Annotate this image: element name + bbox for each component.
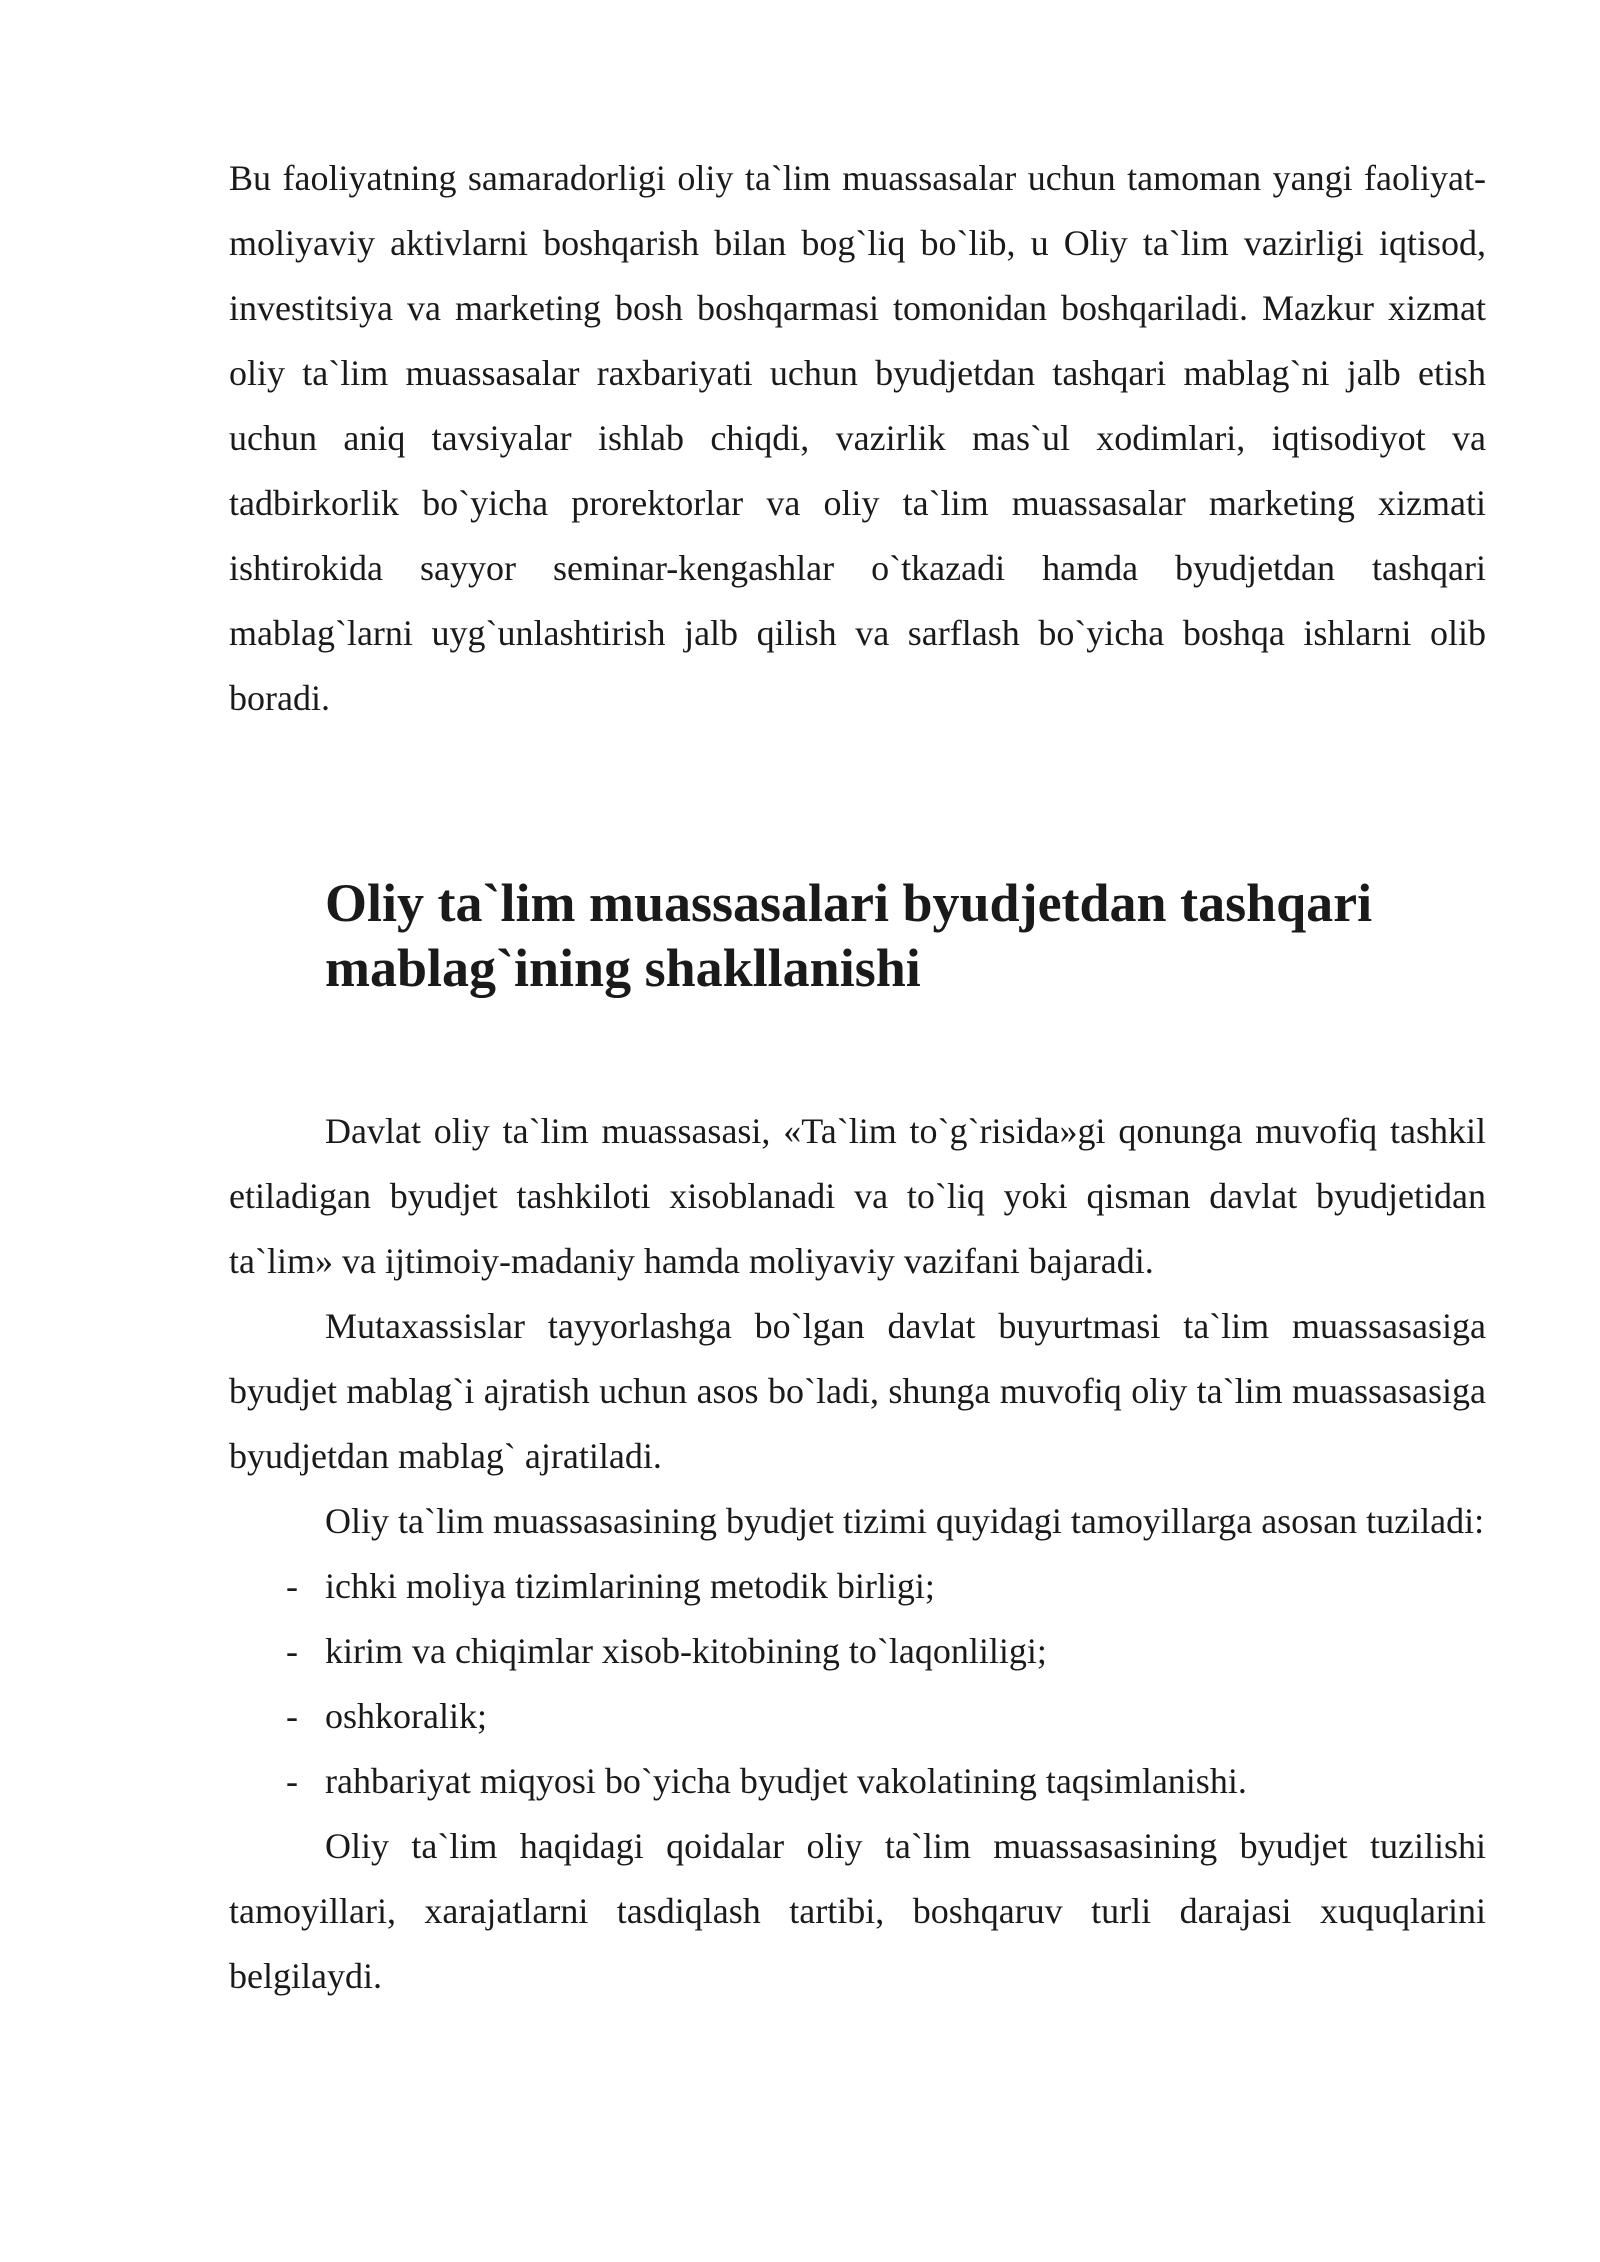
body-paragraph-2: Mutaxassislar tayyorlashga bo`lgan davlat buyurtmasi ta`lim muassasasiga byudjet mablag`i ajratish uchun asos bo`ladi, shunga muvofiq oliy ta`lim muassasasiga byudjetdan mablag` ajratiladi. (229, 1306, 1486, 1476)
document-body (229, 146, 1486, 2009)
spacer (229, 1001, 1486, 1099)
list-item-text: kirim va chiqimlar xisob-kitobining to`laqonliligi; (325, 1631, 1047, 1671)
body-paragraph-4: Oliy ta`lim haqidagi qoidalar oliy ta`lim muassasasining byudjet tuzilishi tamoyillari, xarajatlarni tasdiqlash tartibi, boshqaruv turli darajasi xuquqlarini belgilaydi. (229, 1826, 1486, 1996)
dash-bullet: - (286, 1631, 298, 1671)
body-paragraph-1: Davlat oliy ta`lim muassasasi, «Ta`lim to`g`risida»gi qonunga muvofiq tashkil etiladigan byudjet tashkiloti xisoblanadi va to`liq yoki qisman davlat byudjetidan ta`lim» va ijtimoiy-madaniy hamda moliyaviy vazifani bajaradi. (229, 1111, 1486, 1281)
spacer (229, 731, 1486, 871)
list-item (229, 1749, 1486, 1814)
list-item (229, 1619, 1486, 1684)
dash-bullet: - (286, 1696, 298, 1736)
list-item-text: ichki moliya tizimlarining metodik birligi; (325, 1566, 935, 1606)
list-item-text: rahbariyat miqyosi bo`yicha byudjet vakolatining taqsimlanishi. (325, 1761, 1247, 1801)
body-paragraph-3: Oliy ta`lim muassasasining byudjet tizimi quyidagi tamoyillarga asosan tuziladi: (325, 1501, 1485, 1541)
section-heading: Oliy ta`lim muassasalari byudjetdan tashqari mablag`ining shakllanishi (325, 873, 1373, 998)
list-item (229, 1554, 1486, 1619)
dash-bullet: - (286, 1566, 298, 1606)
list-item-text: oshkoralik; (325, 1696, 487, 1736)
dash-bullet: - (286, 1761, 298, 1801)
list-item (229, 1684, 1486, 1749)
principles-list (229, 1554, 1486, 1814)
intro-paragraph: Bu faoliyatning samaradorligi oliy ta`lim muassasalar uchun tamoman yangi faoliyat-moliyaviy aktivlarni boshqarish bilan bog`liq bo`lib, u Oliy ta`lim vazirligi iqtisod, investitsiya va marketing bosh boshqarmasi tomonidan boshqariladi. Mazkur xizmat oliy ta`lim muassasalar raxbariyati uchun byudjetdan tashqari mablag`ni jalb etish uchun aniq tavsiyalar ishlab chiqdi, vazirlik mas`ul xodimlari, iqtisodiyot va tadbirkorlik bo`yicha prorektorlar va oliy ta`lim muassasalar marketing xizmati ishtirokida sayyor seminar-kengashlar o`tkazadi hamda byudjetdan tashqari mablag`larni uyg`unlashtirish jalb qilish va sarflash bo`yicha boshqa ishlarni olib boradi. (229, 158, 1486, 718)
